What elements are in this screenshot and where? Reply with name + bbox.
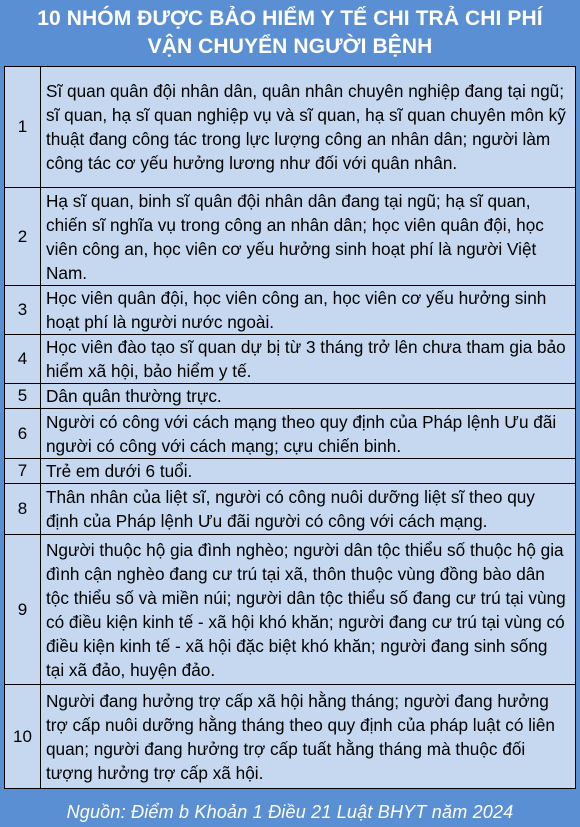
page-title xyxy=(0,0,580,66)
row-number: 8 xyxy=(5,484,41,535)
row-number: 5 xyxy=(5,384,41,409)
table-row xyxy=(5,459,576,484)
table-row xyxy=(5,484,576,535)
table-row xyxy=(5,685,576,789)
row-description: Sĩ quan quân đội nhân dân, quân nhân chuyên nghiệp đang tại ngũ; sĩ quan, hạ sĩ quan nghiệp vụ và sĩ quan, hạ sĩ quan chuyên môn kỹ thuật đang công tác trong lực lượng công an nhân dân; người làm công tác cơ yếu hưởng lương như đối với quân nhân. xyxy=(41,67,576,188)
row-description: Người có công với cách mạng theo quy định của Pháp lệnh Ưu đãi người có công với cách mạng; cựu chiến binh. xyxy=(41,409,576,459)
row-description: Học viên đào tạo sĩ quan dự bị từ 3 tháng trở lên chưa tham gia bảo hiểm xã hội, bảo hiểm y tế. xyxy=(41,335,576,384)
table-row xyxy=(5,384,576,409)
row-number: 2 xyxy=(5,188,41,286)
row-number: 6 xyxy=(5,409,41,459)
insured-groups-table xyxy=(4,66,576,789)
row-description: Học viên quân đội, học viên công an, học viên cơ yếu hưởng sinh hoạt phí là người nước ngoài. xyxy=(41,286,576,335)
table-row xyxy=(5,188,576,286)
row-number: 4 xyxy=(5,335,41,384)
row-number: 10 xyxy=(5,685,41,789)
table-row xyxy=(5,535,576,685)
row-number: 9 xyxy=(5,535,41,685)
row-number: 1 xyxy=(5,67,41,188)
table-row xyxy=(5,67,576,188)
title-line-2: VẬN CHUYỂN NGƯỜI BỆNH xyxy=(147,35,433,58)
row-description: Thân nhân của liệt sĩ, người có công nuôi dưỡng liệt sĩ theo quy định của Pháp lệnh Ưu đãi người có công với cách mạng. xyxy=(41,484,576,535)
table-row xyxy=(5,286,576,335)
row-description: Người đang hưởng trợ cấp xã hội hằng tháng; người đang hưởng trợ cấp nuôi dưỡng hằng tháng theo quy định của pháp luật có liên quan; người đang hưởng trợ cấp tuất hằng tháng mà thuộc đối tượng hưởng trợ cấp xã hội. xyxy=(41,685,576,789)
row-description: Hạ sĩ quan, binh sĩ quân đội nhân dân đang tại ngũ; hạ sĩ quan, chiến sĩ nghĩa vụ trong công an nhân dân; học viên quân đội, học viên công an, học viên cơ yếu hưởng sinh hoạt phí là người Việt Nam. xyxy=(41,188,576,286)
title-line-1: 10 NHÓM ĐƯỢC BẢO HIỂM Y TẾ CHI TRẢ CHI PHÍ xyxy=(37,7,543,30)
row-description: Trẻ em dưới 6 tuổi. xyxy=(41,459,576,484)
table-row xyxy=(5,409,576,459)
row-description: Dân quân thường trực. xyxy=(41,384,576,409)
row-number: 7 xyxy=(5,459,41,484)
row-number: 3 xyxy=(5,286,41,335)
source-footnote: Nguồn: Điểm b Khoản 1 Điều 21 Luật BHYT năm 2024 xyxy=(66,801,514,822)
table-row xyxy=(5,335,576,384)
row-description: Người thuộc hộ gia đình nghèo; người dân tộc thiểu số thuộc hộ gia đình cận nghèo đang cư trú tại xã, thôn thuộc vùng đồng bào dân tộc thiểu số và miền núi; người dân tộc thiểu số đang cư trú tại vùng có điều kiện kinh tế - xã hội khó khăn; người đang cư trú tại vùng có điều kiện kinh tế - xã hội đặc biệt khó khăn; người đang sinh sống tại xã đảo, huyện đảo. xyxy=(41,535,576,685)
